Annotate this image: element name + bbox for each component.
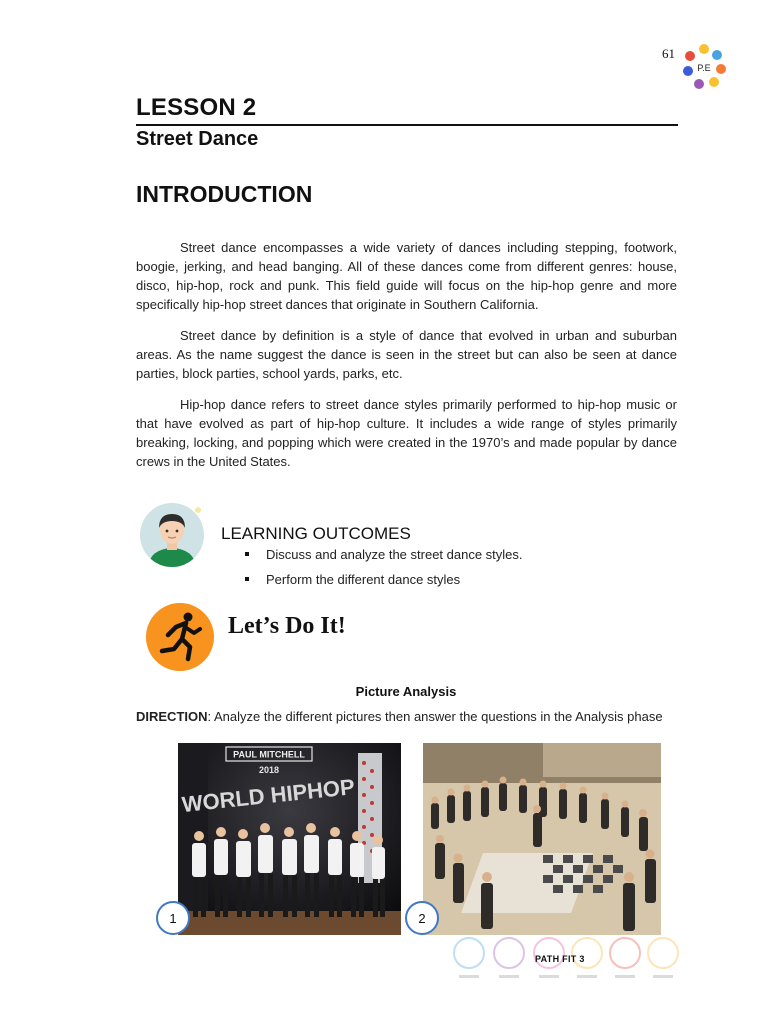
photo-stage-text: WORLD HIPHOP: [180, 774, 356, 818]
student-avatar-icon: [140, 503, 204, 567]
lesson-subtitle: Street Dance: [136, 128, 259, 150]
dance-photo-2: [423, 743, 661, 935]
introduction-body: [136, 238, 677, 483]
dance-photo-1: [178, 743, 401, 935]
direction-text: [136, 709, 677, 725]
running-person-icon: [146, 603, 214, 671]
title-divider: [136, 124, 678, 126]
photo-year-text: 2018: [258, 765, 280, 775]
learning-outcomes-heading: LEARNING OUTCOMES: [221, 524, 411, 543]
list-item: Perform the different dance styles: [245, 570, 523, 589]
introduction-heading: INTRODUCTION: [136, 181, 313, 207]
picture-analysis-title: Picture Analysis: [355, 684, 457, 699]
pe-logo-icon: [681, 44, 727, 90]
intro-paragraph: Street dance encompasses a wide variety of dances including stepping, footwork, boogie, jerking, and head banging. All of these dances come from different genres: house, disco, hip-hop, rock and punk. This field guide will focus on the hip-hop genre and more specifically hip-hop street dances that originate in Southern California.: [136, 240, 677, 312]
lesson-title: LESSON 2: [136, 94, 257, 121]
page-number: 61: [662, 46, 675, 61]
learning-outcomes-list: [245, 545, 523, 595]
intro-paragraph: Hip-hop dance refers to street dance styles primarily performed to hip-hop music or that have evolved as part of hip-hop culture. It includes a wide range of styles primarily breaking, locking, and popping which were created in the 1970’s and made popular by dance crews in the United States.: [136, 397, 677, 469]
activity-heading: Let’s Do It!: [228, 613, 346, 639]
footer-course-label: PATH FIT 3: [535, 954, 585, 964]
picture-number-badge: 2: [405, 901, 439, 935]
intro-paragraph: Street dance by definition is a style of dance that evolved in urban and suburban areas. As the name suggest the dance is seen in the street but can also be seen at dance parties, block parties, school yards, parks, etc.: [136, 328, 677, 381]
photo-banner-text: PAUL MITCHELL: [233, 749, 305, 760]
direction-label: DIRECTION: [136, 709, 208, 724]
direction-body: : Analyze the different pictures then answer the questions in the Analysis phase: [207, 709, 663, 724]
picture-number-badge: 1: [156, 901, 190, 935]
pe-logo-text: P.E: [697, 63, 711, 73]
list-item: Discuss and analyze the street dance styles.: [245, 545, 523, 564]
